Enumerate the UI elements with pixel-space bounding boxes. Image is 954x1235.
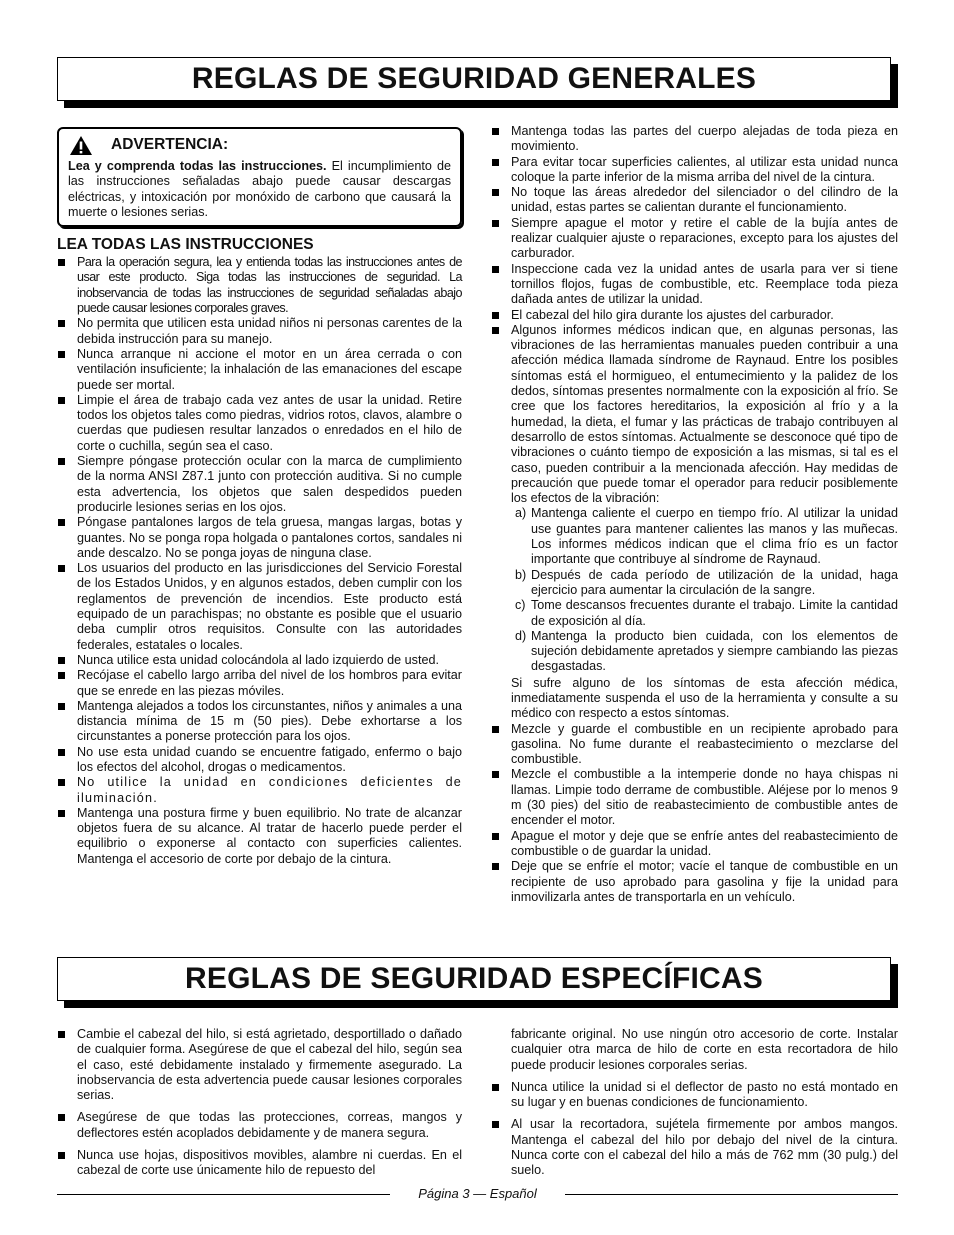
specific-rules-title: REGLAS DE SEGURIDAD ESPECÍFICAS: [185, 962, 763, 995]
list-item: Nunca arranque ni accione el motor en un área cerrada o con ventilación insuficiente; la inhalación de las emanaciones del escape puede ser mortal.: [57, 347, 462, 393]
warning-box: [57, 127, 462, 227]
list-item: Para la operación segura, lea y entienda todas las instrucciones antes de usar este producto. Siga todas las instrucciones de seguridad. La inobservancia de todas las instrucciones de seguridad señaladas abajo puede causar lesiones corporales graves.: [57, 255, 462, 316]
list-item: Siempre póngase protección ocular con la marca de cumplimiento de la norma ANSI Z87.1 junto con protección auditiva. Si no cumple esta advertencia, los objetos que salen despedidos pueden producirle lesiones serias en los ojos.: [57, 454, 462, 515]
list-item: No toque las áreas alrededor del silenciador o del cilindro de la unidad, estas partes se calientan durante el funcionamiento.: [491, 185, 898, 216]
general-rules-title: REGLAS DE SEGURIDAD GENERALES: [191, 62, 757, 95]
list-item: Nunca use hojas, dispositivos movibles, alambre ni cuerdas. En el cabezal de corte use únicamente hilo de repuesto del: [57, 1148, 462, 1179]
list-item: Apague el motor y deje que se enfríe antes del reabastecimiento de combustible o de guardar la unidad.: [491, 829, 898, 860]
list-item: Algunos informes médicos indican que, en algunas personas, las vibraciones de las herramientas manuales pueden contribuir a una afección médica llamada síndrome de Raynaud. Entre los posibles síntomas está el hormigueo, el entumecimiento y la palidez de los dedos, síntomas presentes normalmente con la exposición al frío. Se cree que los factores hereditarios, la exposición al frío y a la humedad, la dieta, el fumar y las prácticas de trabajo contribuyen al desarrollo de estos síntomas. Actualmente se desconoce qué tipo de vibraciones o cuánto tiempo de exposición a las mismas, si tal es el caso, pueden contribuir a la mencionada afección. Hay medidas de precaución que puede tomar el operador para reducir posiblemente los efectos de la vibración:: [491, 323, 898, 507]
list-item: Inspeccione cada vez la unidad antes de usarla para ver si tiene tornillos flojos, fugas de combustible, etc. Reemplace toda pieza dañada antes de utilizar la unidad.: [491, 262, 898, 308]
split-item-continuation: fabricante original. No use ningún otro accesorio de corte. Instalar cualquier otra marca de hilo de corte en esta recortadora de hilo puede producir lesiones corporales serias.: [511, 1027, 898, 1072]
sub-item: b) Después de cada período de utilización de la unidad, haga ejercicio para aumentar la circulación de la sangre.: [515, 567, 898, 597]
read-instructions-heading: LEA TODAS LAS INSTRUCCIONES: [57, 236, 314, 254]
list-item: Limpie el área de trabajo cada vez antes de usar la unidad. Retire todos los objetos tales como piedras, vidrios rotos, clavos, alambre o cuerdas que pudiesen resultar lanzados o enredados en el hilo de corte o cuchilla, según sea el caso.: [57, 393, 462, 454]
list-item: Al usar la recortadora, sujétela firmemente por ambos mangos. Mantenga el cabezal del hilo por debajo del nivel de la cintura. Nunca corte con el cabezal del hilo a más de 762 mm (30 pulg.) del suelo.: [491, 1117, 898, 1178]
footer-rule-right: [565, 1194, 898, 1195]
page-footer: [57, 1187, 898, 1201]
general-rules-banner: [57, 57, 891, 101]
warning-body: El incumplimiento de las instrucciones señaladas abajo puede causar descargas eléctricas, y intoxicación por monóxido de carbono que causará la muerte o lesiones serias.: [68, 159, 452, 219]
warning-title: ADVERTENCIA:: [111, 136, 229, 154]
vibration-sublist: [491, 506, 898, 674]
list-item: Asegúrese de que todas las protecciones, correas, mangos y deflectores estén acoplados debidamente y de manera segura.: [57, 1110, 462, 1141]
general-left-column: [57, 127, 462, 867]
list-item: Mantenga todas las partes del cuerpo alejadas de toda pieza en movimiento.: [491, 124, 898, 155]
general-left-list: [57, 255, 462, 867]
specific-left-list: [57, 1027, 462, 1179]
list-item: Mantenga una postura firme y buen equilibrio. No trate de alcanzar objetos fuera de su alcance. Al tratar de hacerlo puede perder el equilibrio o exponerse al contacto con superficies calientes. Mantenga el accesorio de corte por debajo de la cintura.: [57, 806, 462, 867]
specific-right-list: [491, 1080, 898, 1179]
list-item: Recójase el cabello largo arriba del nivel de los hombros para evitar que se enrede en las piezas móviles.: [57, 668, 462, 699]
list-item: No use esta unidad cuando se encuentre fatigado, enfermo o bajo los efectos del alcohol, drogas o medicamentos.: [57, 745, 462, 776]
sub-item: a) Mantenga caliente el cuerpo en tiempo frío. Al utilizar la unidad use guantes para mantener calientes las manos y las muñecas. Los informes médicos indican que el clima frío es un factor importante que contribuye al síndrome de Raynaud.: [515, 506, 898, 567]
list-item: No utilice la unidad en condiciones deficientes de iluminación.: [57, 775, 462, 806]
list-item: Para evitar tocar superficies calientes, al utilizar esta unidad nunca coloque la parte inferior de la misma arriba del nivel de la cintura.: [491, 155, 898, 186]
general-right-list-b: [491, 722, 898, 906]
sub-item: c) Tome descansos frecuentes durante el trabajo. Limite la cantidad de exposición al día.: [515, 598, 898, 628]
warning-text: [68, 159, 451, 220]
list-item: El cabezal del hilo gira durante los ajustes del carburador.: [491, 308, 898, 323]
sub-item: d) Mantenga la producto bien cuidada, con los elementos de sujeción debidamente apretados y siempre cambiando las piezas desgastadas.: [515, 628, 898, 674]
warning-lead: Lea y comprenda todas las instrucciones.: [68, 159, 327, 173]
list-item: Nunca utilice esta unidad colocándola al lado izquierdo de usted.: [57, 653, 462, 668]
list-item: Mezcle y guarde el combustible en un recipiente aprobado para gasolina. No fume durante el reabastecimiento o mezclarse del combustible.: [491, 722, 898, 768]
list-item: Deje que se enfríe el motor; vacíe el tanque de combustible en un recipiente de uso aprobado para gasolina y fije la unidad para inmovilizarla antes de transportarla en un vehículo.: [491, 859, 898, 905]
list-item: Siempre apague el motor y retire el cable de la bujía antes de realizar cualquier ajuste o reparaciones, excepto para los ajustes del carburador.: [491, 216, 898, 262]
warning-triangle-icon: [69, 135, 93, 156]
specific-rules-banner: [57, 957, 891, 1001]
specific-right-column: [491, 1027, 898, 1186]
list-item: Cambie el cabezal del hilo, si está agrietado, desportillado o dañado de cualquier forma. Asegúrese de que el cabezal del hilo, según sea el caso, esté debidamente instalado y firmemente asegurado. La inobservancia de esta advertencia puede causar lesiones corporales serias.: [57, 1027, 462, 1103]
list-item: No permita que utilicen esta unidad niños ni personas carentes de la debida instrucción para su manejo.: [57, 316, 462, 347]
footer-text: Página 3 — Español: [418, 1186, 537, 1201]
list-item: Los usuarios del producto en las jurisdicciones del Servicio Forestal de los Estados Unidos, y en algunos estados, deben cumplir con los reglamentos de prevención de incendios. Este producto está equipado de un parachispas; no obstante es posible que el usuario deba cumplir otros requisitos. Consulte con las autoridades federales, estatales o locales.: [57, 561, 462, 653]
list-item: Nunca utilice la unidad si el deflector de pasto no está montado en su lugar y en buenas condiciones de funcionamiento.: [491, 1080, 898, 1111]
list-item: Póngase pantalones largos de tela gruesa, mangas largas, botas y guantes. No se ponga ropa holgada o pantalones cortos, sandales ni ande descalzo. No se ponga joyas de ninguna clase.: [57, 515, 462, 561]
list-item: Mantenga alejados a todos los circunstantes, niños y animales a una distancia mínima de 15 m (50 pies). Debe exhortarse a los circunstantes a ponerse protección para los ojos.: [57, 699, 462, 745]
raynaud-follow-text: Si sufre alguno de los síntomas de esta afección médica, inmediatamente suspenda el uso de la herramienta y consulte a su médico con respecto a estos síntomas.: [511, 675, 898, 721]
general-right-column: [491, 124, 898, 905]
general-right-list-a: [491, 124, 898, 506]
list-item: Mezcle el combustible a la intemperie donde no haya chispas ni llamas. Limpie todo derrame de combustible. Aléjese por lo menos 9 m (30 pies) del sitio de reabastecimiento de combustible antes de encender el motor.: [491, 767, 898, 828]
specific-left-column: [57, 1027, 462, 1186]
